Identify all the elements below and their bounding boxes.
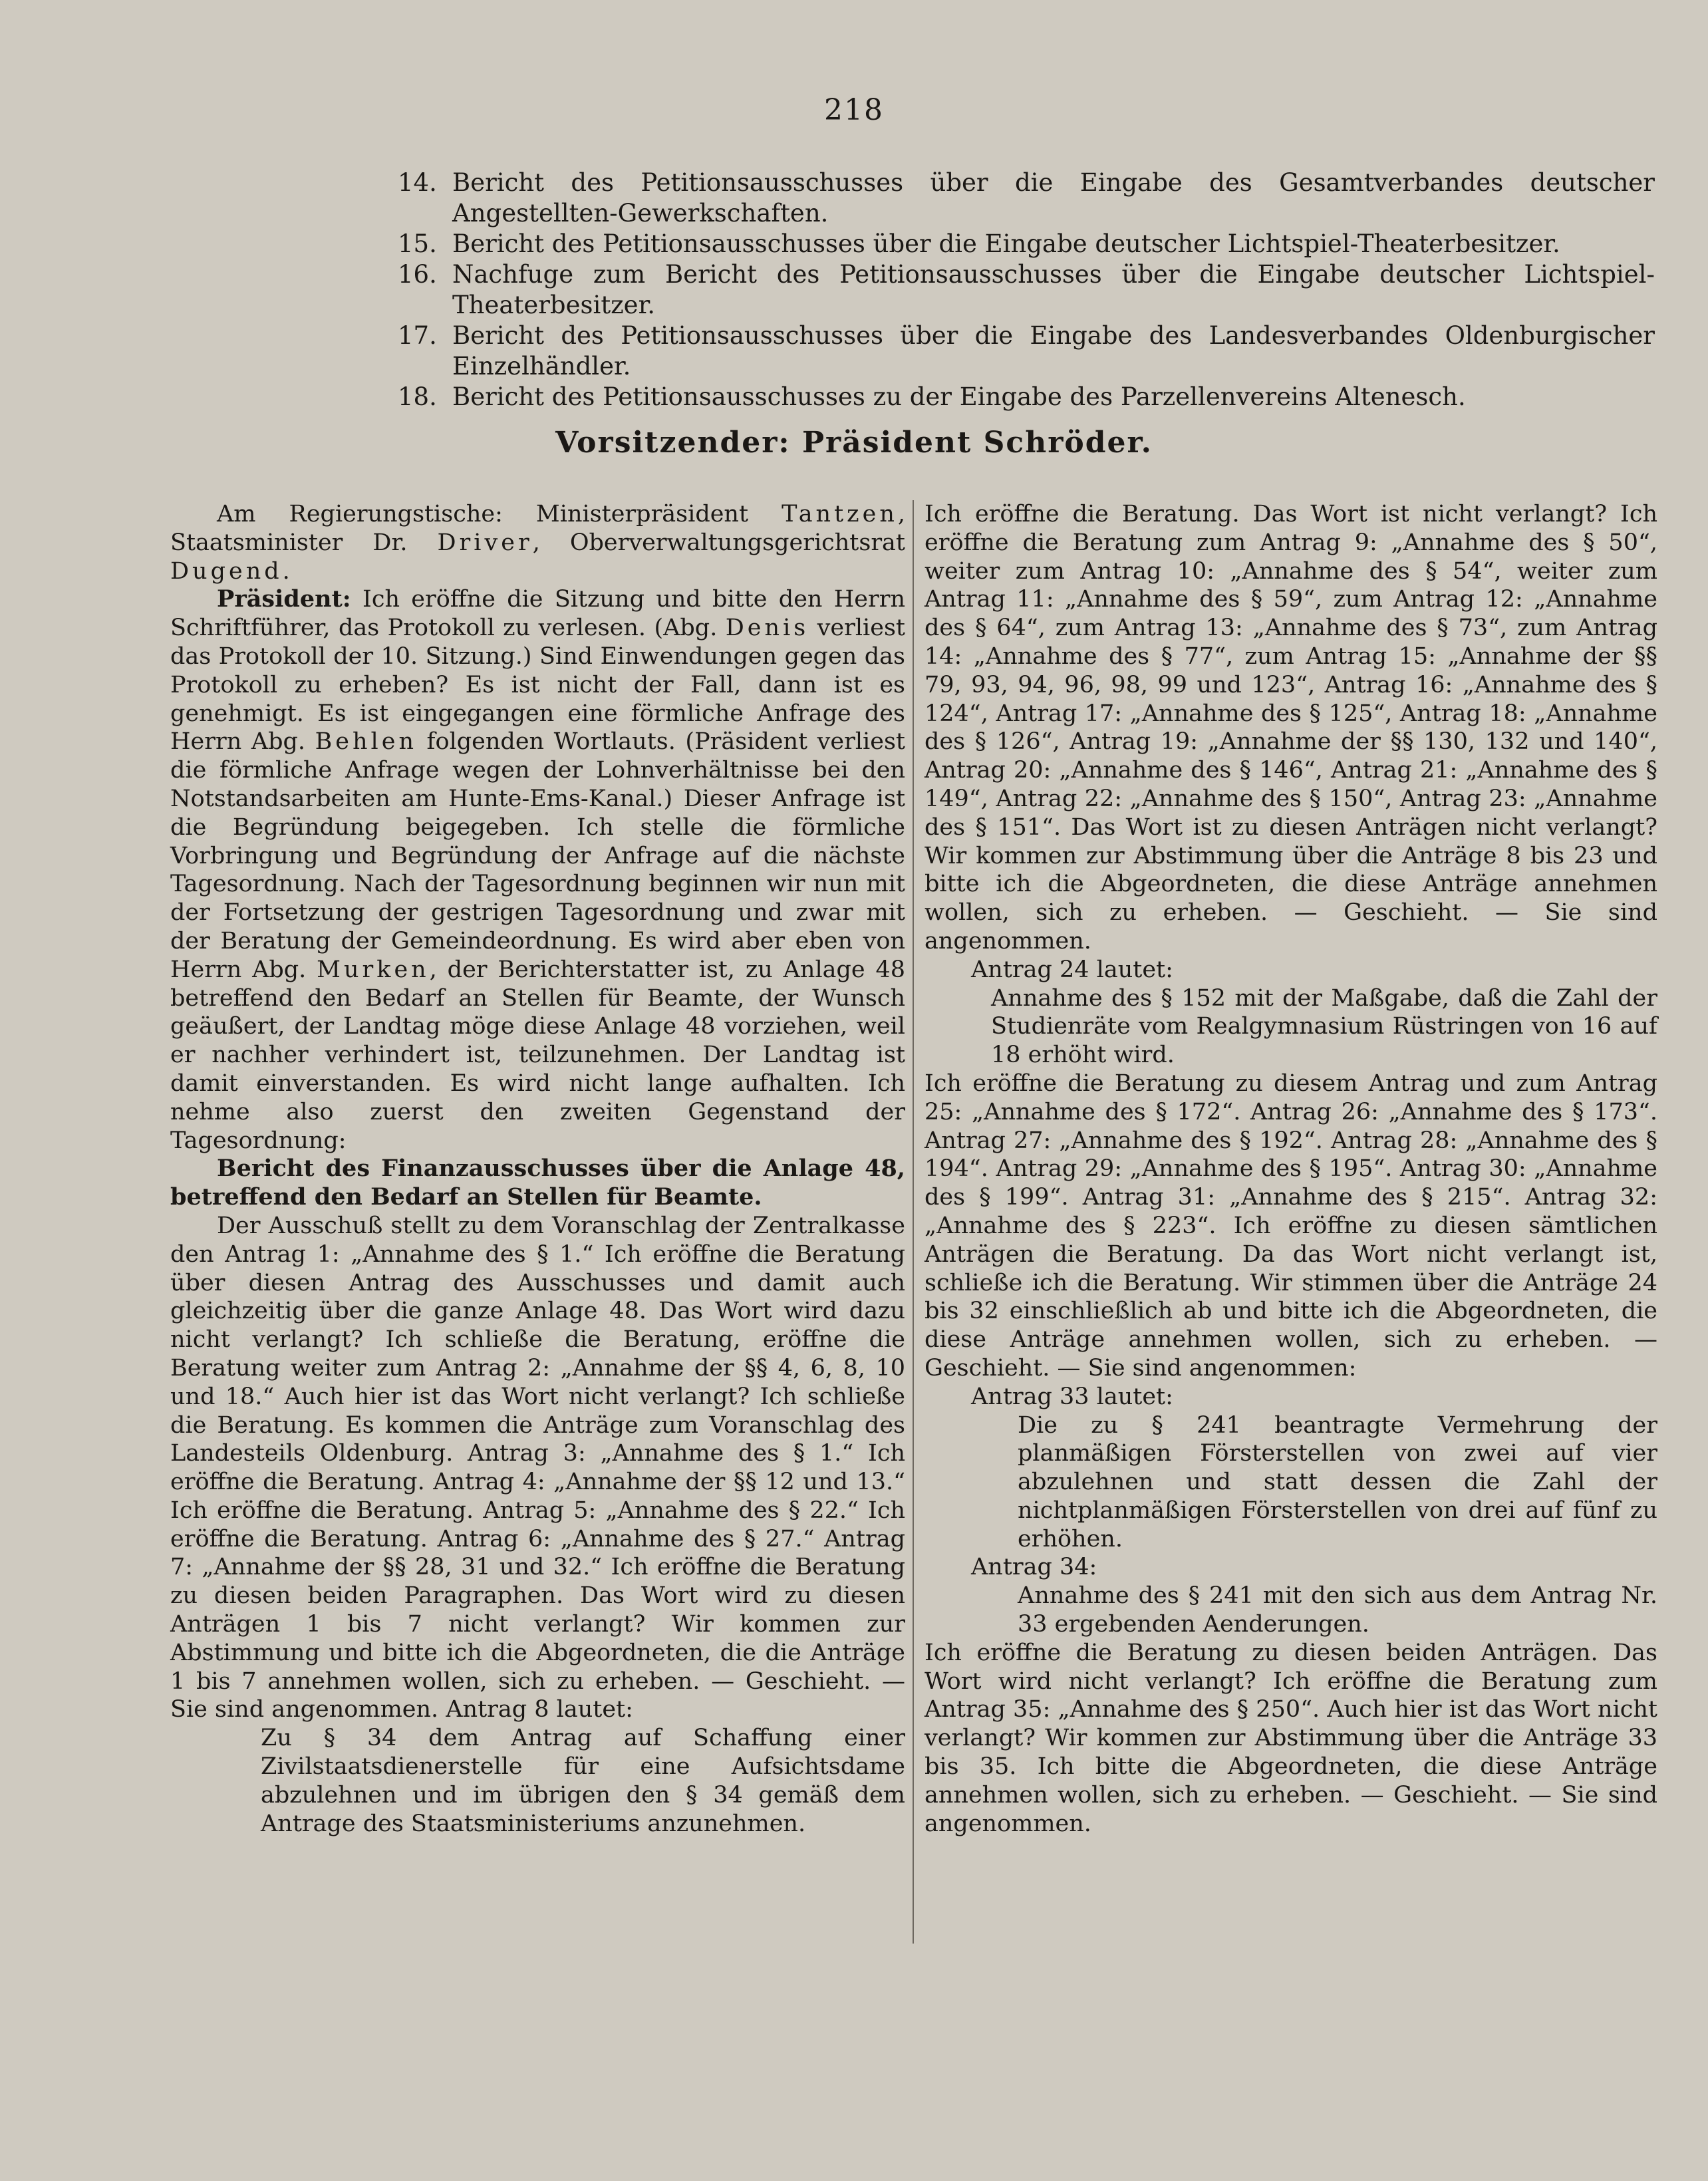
paragraph: Der Ausschuß stellt zu dem Voranschlag der Zentralkasse den Antrag 1: „Annahme des § 1.“ Ich eröffne die Beratung über diesen Antrag des Ausschusses und damit auch gleichzeitig über die ganze Anlage 48. Das Wort wird dazu nicht verlangt? Ich schließe die Beratung, eröffne die Beratung weiter zum Antrag 2: „Annahme der §§ 4, 6, 8, 10 und 18.“ Auch hier ist das Wort nicht verlangt? Ich schließe die Beratung. Es kommen die Anträge zum Voranschlag des Landesteils Oldenburg. Antrag 3: „Annahme des § 1.“ Ich eröffne die Beratung. Antrag 4: „Annahme der §§ 12 und 13.“ Ich eröffne die Beratung. Antrag 5: „Annahme des § 22.“ Ich eröffne die Beratung. Antrag 6: „Annahme des § 27.“ Antrag 7: „Annahme der §§ 28, 31 und 32.“ Ich eröffne die Beratung zu diesen beiden Paragraphen. Das Wort wird zu diesen Anträgen 1 bis 7 nicht verlangt? Wir kommen zur Abstimmung und bitte ich die Abgeordneten, die die Anträge 1 bis 7 annehmen wollen, sich zu erheben. — Geschieht. — Sie sind angenommen. Antrag 8 lautet:: [170, 1212, 905, 1723]
text-run: folgenden Wortlauts. (Präsident verliest die förmliche Anfrage wegen der Lohnverhältnisse bei den Notstandsarbeiten am Hunte-Ems-Kanal.) Dieser Anfrage ist die Begründung beigegeben. Ich stelle die förmliche Vorbringung und Begründung der Anfrage auf die nächste Tagesordnung. Nach der Tagesordnung beginnen wir nun mit der Fortsetzung der gestrigen Tagesordnung und zwar mit der Beratung der Gemeindeordnung. Es wird aber eben von Herrn Abg.: [170, 728, 905, 983]
agenda-item: [398, 259, 1655, 321]
speaker-label: Präsident:: [217, 585, 351, 613]
motion-quote: Zu § 34 dem Antrag auf Schaffung einer Zivilstaatsdienerstelle für eine Aufsichtsdame abzulehnen und im übrigen den § 34 gemäß dem Antrage des Staatsministeriums anzunehmen.: [261, 1725, 905, 1837]
agenda-list: [398, 168, 1655, 412]
person-name: Behlen: [315, 728, 417, 756]
agenda-text: Bericht des Petitionsausschusses über die Eingabe deutscher Lichtspiel-Theaterbesitzer.: [452, 229, 1560, 258]
motion-label: Antrag 24 lautet:: [971, 956, 1173, 983]
agenda-number: 16.: [398, 260, 437, 289]
paragraph: Ich eröffne die Beratung zu diesen beiden Anträgen. Das Wort wird nicht verlangt? Ich eröffne die Beratung zum Antrag 35: „Annahme des § 250“. Auch hier ist das Wort nicht verlangt? Wir kommen zur Abstimmung über die Anträge 33 bis 35. Ich bitte die Abgeordneten, die diese Anträge annehmen wollen, sich zu erheben. — Geschieht. — Sie sind angenommen.: [925, 1639, 1657, 1837]
agenda-item: [398, 321, 1655, 382]
text-run: , der Berichterstatter ist, zu Anlage 48 betreffend den Bedarf an Stellen für Beamte, der Wunsch geäußert, der Landtag möge diese Anlage 48 vorziehen, weil er nachher verhindert ist, teilzunehmen. Der Landtag ist damit einverstanden. Es wird nicht lange aufhalten. Ich nehme also zuerst den zweiten Gegenstand der Tagesordnung:: [170, 956, 905, 1154]
motion-label: Antrag 33 lautet:: [971, 1383, 1173, 1410]
text-run: .: [282, 557, 290, 585]
text-run: Ich eröffne die Sitzung und bitte den Herrn Schriftführer, das Protokoll zu verlesen. (Abg.: [170, 586, 905, 642]
paragraph: Ich eröffne die Beratung zu diesem Antrag und zum Antrag 25: „Annahme des § 172“. Antrag 26: „Annahme des § 173“. Antrag 27: „Annahme des § 192“. Antrag 28: „Annahme des § 194“. Antrag 29: „Annahme des § 195“. Antrag 30: „Annahme des § 199“. Antrag 31: „Annahme des § 215“. Antrag 32: „Annahme des § 223“. Ich eröffne zu diesen sämtlichen Anträgen die Beratung. Da das Wort nicht verlangt ist, schließe ich die Beratung. Wir stimmen über die Anträge 24 bis 32 einschließlich ab und bitte ich die Abgeordneten, die diese Anträge annehmen wollen, sich zu erheben. — Geschieht. — Sie sind angenommen:: [925, 1070, 1657, 1381]
column-divider: [913, 500, 914, 1944]
page-number: 218: [824, 93, 884, 127]
agenda-text: Bericht des Petitionsausschusses zu der Eingabe des Parzellenvereins Altenesch.: [452, 382, 1466, 411]
text-run: , Staatsminister Dr.: [170, 501, 905, 556]
agenda-text: Nachfuge zum Bericht des Petitionsausschusses über die Eingabe deutscher Lichtspiel-Theaterbesitzer.: [452, 260, 1655, 319]
chair-heading: Vorsitzender: Präsident Schröder.: [555, 426, 1153, 460]
person-name: Murken: [317, 956, 430, 983]
person-name: Tantzen: [782, 501, 898, 527]
left-column: [170, 500, 905, 1838]
attendance-paragraph: [170, 500, 905, 585]
text-run: , Oberverwaltungsgerichtsrat: [532, 529, 905, 556]
agenda-number: 14.: [398, 168, 437, 197]
paragraph: Ich eröffne die Beratung. Das Wort ist nicht verlangt? Ich eröffne die Beratung zum Antrag 9: „Annahme des § 50“, weiter zum Antrag 10: „Annahme des § 54“, weiter zum Antrag 11: „Annahme des § 59“, zum Antrag 12: „Annahme des § 64“, zum Antrag 13: „Annahme des § 73“, zum Antrag 14: „Annahme des § 77“, zum Antrag 15: „Annahme der §§ 79, 93, 94, 96, 98, 99 und 123“, Antrag 16: „Annahme des § 124“, Antrag 17: „Annahme des § 125“, Antrag 18: „Annahme des § 126“, Antrag 19: „Annahme der §§ 130, 132 und 140“, Antrag 20: „Annahme des § 146“, Antrag 21: „Annahme des § 149“, Antrag 22: „Annahme des § 150“, Antrag 23: „Annahme des § 151“. Das Wort ist zu diesen Anträgen nicht verlangt? Wir kommen zur Abstimmung über die Anträge 8 bis 23 und bitte ich die Abgeordneten, die diese Anträge annehmen wollen, sich zu erheben. — Geschieht. — Sie sind angenommen.: [925, 501, 1657, 954]
agenda-text: Bericht des Petitionsausschusses über die Eingabe des Landesverbandes Oldenburgischer Einzelhändler.: [452, 321, 1655, 380]
agenda-item: [398, 229, 1655, 259]
motion-label: Antrag 34:: [971, 1554, 1097, 1581]
motion-quote: Annahme des § 241 mit den sich aus dem Antrag Nr. 33 ergebenden Aenderungen.: [1018, 1582, 1657, 1638]
text-run: verliest das Protokoll der 10. Sitzung.) Sind Einwendungen gegen das Protokoll zu erheben? Es ist nicht der Fall, dann ist es genehmigt. Es ist eingegangen eine förmliche Anfrage des Herrn Abg.: [170, 615, 905, 756]
president-paragraph: [170, 585, 905, 1155]
agenda-number: 17.: [398, 321, 437, 350]
agenda-number: 15.: [398, 229, 437, 258]
text-run: Am Regierungstische: Ministerpräsident: [217, 501, 782, 527]
person-name: Driver: [437, 529, 533, 556]
agenda-item: [398, 382, 1655, 412]
agenda-number: 18.: [398, 382, 437, 411]
agenda-text: Bericht des Petitionsausschusses über die Eingabe des Gesamtverbandes deutscher Angestellten-Gewerkschaften.: [452, 168, 1655, 227]
motion-quote: Die zu § 241 beantragte Vermehrung der planmäßigen Försterstellen von zwei auf vier abzulehnen und statt dessen die Zahl der nichtplanmäßigen Försterstellen von drei auf fünf zu erhöhen.: [1018, 1411, 1657, 1552]
motion-quote: Annahme des § 152 mit der Maßgabe, daß die Zahl der Studienräte vom Realgymnasium Rüstringen von 16 auf 18 erhöht wird.: [991, 984, 1657, 1069]
right-column: [925, 500, 1657, 1838]
person-name: Dugend: [170, 557, 283, 585]
section-heading: Bericht des Finanzausschusses über die Anlage 48, betreffend den Bedarf an Stellen für Beamte.: [170, 1155, 905, 1211]
person-name: Denis: [725, 615, 809, 642]
agenda-item: [398, 168, 1655, 229]
